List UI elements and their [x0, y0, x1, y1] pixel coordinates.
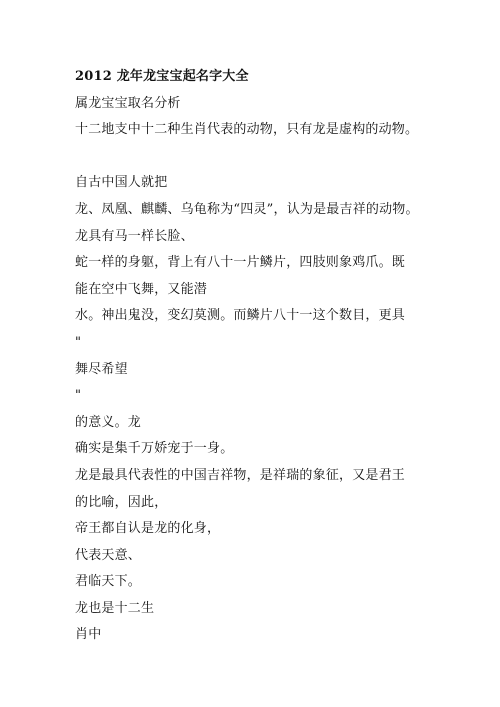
section-heading: 属龙宝宝取名分析: [75, 95, 181, 111]
document-body: [75, 64, 475, 649]
text-line: 帝王都自认是龙的化身，: [75, 521, 221, 537]
quote-mark-line: ": [75, 334, 82, 350]
text-line: 代表天意、: [75, 547, 142, 563]
text-line: 水。神出鬼没，变幻莫测。而鳞片八十一这个数目，更具: [75, 308, 406, 324]
text-line: 龙、凤凰、麒麟、乌龟称为“四灵”，认为是最吉祥的动物。: [75, 201, 419, 217]
document-title: 2012 龙年龙宝宝起名字大全: [75, 69, 249, 84]
text-line: 君临天下。: [75, 574, 142, 590]
text-line: 龙也是十二生: [75, 600, 155, 616]
text-line: 确实是集千万娇宠于一身。: [75, 441, 234, 457]
text-line: 能在空中飞舞，又能潜: [75, 281, 208, 297]
text-line: 蛇一样的身躯，背上有八十一片鳞片，四肢则象鸡爪。既: [75, 255, 406, 271]
blank-line: [75, 144, 475, 171]
text-line: 肖中: [75, 627, 102, 643]
quote-mark-line: ": [75, 388, 82, 404]
text-line: 龙具有马一样长脸、: [75, 228, 194, 244]
text-line: 龙是最具代表性的中国吉祥物，是祥瑞的象征，又是君王: [75, 467, 406, 483]
text-line: 十二地支中十二种生肖代表的动物，只有龙是虚构的动物。: [75, 122, 419, 138]
text-line: 的比喻，因此，: [75, 494, 168, 510]
text-line: 舞尽希望: [75, 361, 128, 377]
text-line: 自古中国人就把: [75, 175, 168, 191]
text-line: 的意义。龙: [75, 414, 142, 430]
